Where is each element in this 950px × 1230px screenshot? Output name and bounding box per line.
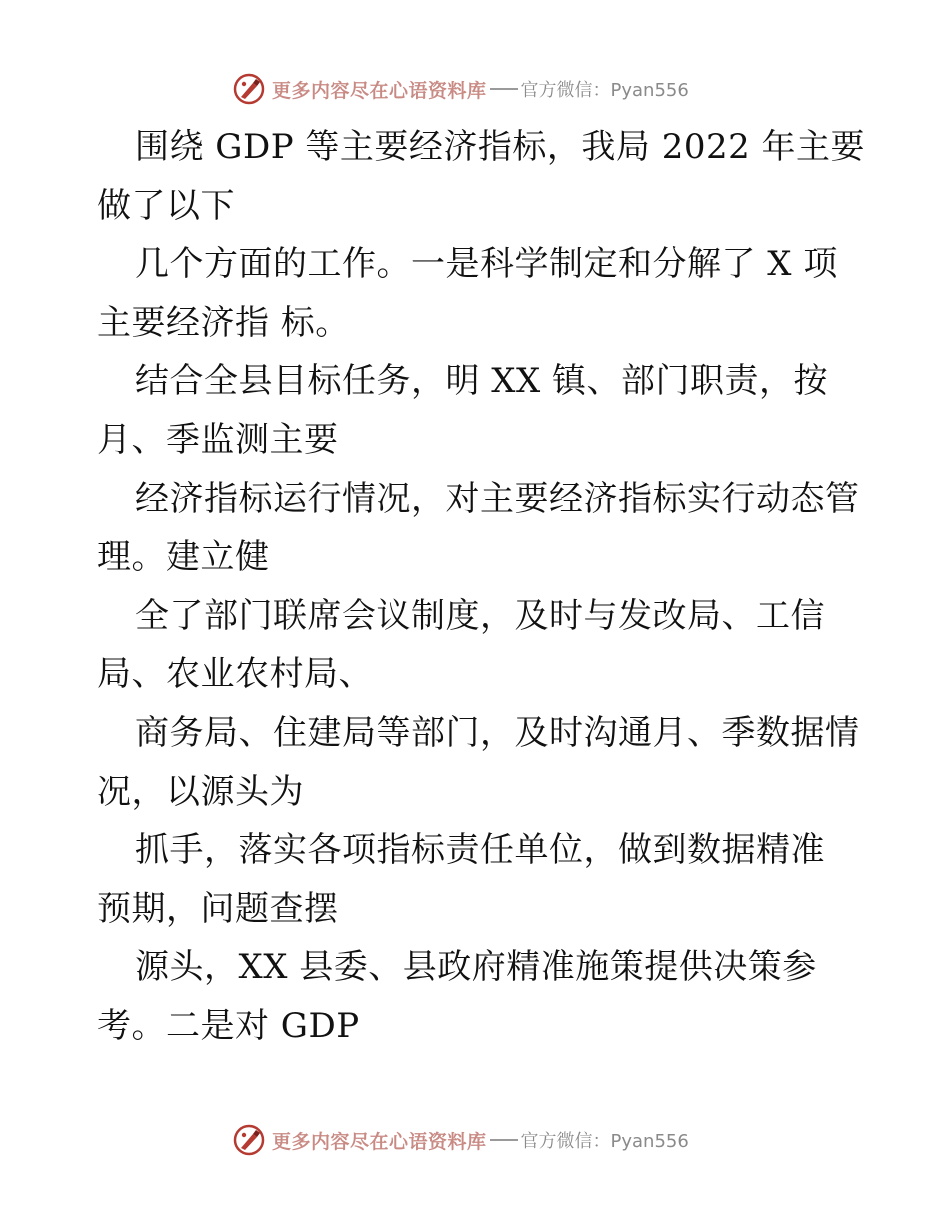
document-line: 源头，XX 县委、县政府精准施策提供决策参 xyxy=(135,947,817,988)
document-line: 月、季监测主要 xyxy=(97,419,339,460)
document-line: 考。二是对 GDP xyxy=(97,1005,360,1046)
header-dash-divider xyxy=(490,88,518,90)
document-line: 几个方面的工作。一是科学制定和分解了 X 项 xyxy=(135,244,838,285)
document-line: 况，以源头为 xyxy=(97,771,304,812)
document-line: 围绕 GDP 等主要经济指标，我局 2022 年主要 xyxy=(135,127,866,167)
document-line: 结合全县目标任务，明 XX 镇、部门职责，按 xyxy=(135,361,829,402)
footer-brand-text: 更多内容尽在心语资料库 xyxy=(272,1130,487,1153)
document-line: 商务局、住建局等部门，及时沟通月、季数据情 xyxy=(135,712,860,753)
document-line: 主要经济指 标。 xyxy=(97,302,350,343)
pen-logo-icon xyxy=(232,1123,266,1157)
header-watermark-banner xyxy=(232,72,689,106)
document-line: 全了部门联席会议制度，及时与发改局、工信 xyxy=(135,595,825,636)
document-body xyxy=(97,118,866,1056)
document-line: 局、农业农村局、 xyxy=(97,654,373,695)
pen-logo-icon xyxy=(232,72,266,106)
footer-contact-text: 官方微信：Pyan556 xyxy=(520,1131,689,1152)
footer-dash-divider xyxy=(490,1139,518,1141)
document-line: 预期，问题查摆 xyxy=(97,888,339,929)
document-line: 理。建立健 xyxy=(97,537,270,578)
header-contact-text: 官方微信：Pyan556 xyxy=(520,80,689,101)
document-line: 抓手，落实各项指标责任单位，做到数据精准 xyxy=(135,830,825,871)
document-line: 做了以下 xyxy=(97,185,235,226)
document-line: 经济指标运行情况，对主要经济指标实行动态管 xyxy=(135,478,860,519)
footer-watermark-banner xyxy=(232,1123,689,1157)
header-brand-text: 更多内容尽在心语资料库 xyxy=(272,79,487,102)
